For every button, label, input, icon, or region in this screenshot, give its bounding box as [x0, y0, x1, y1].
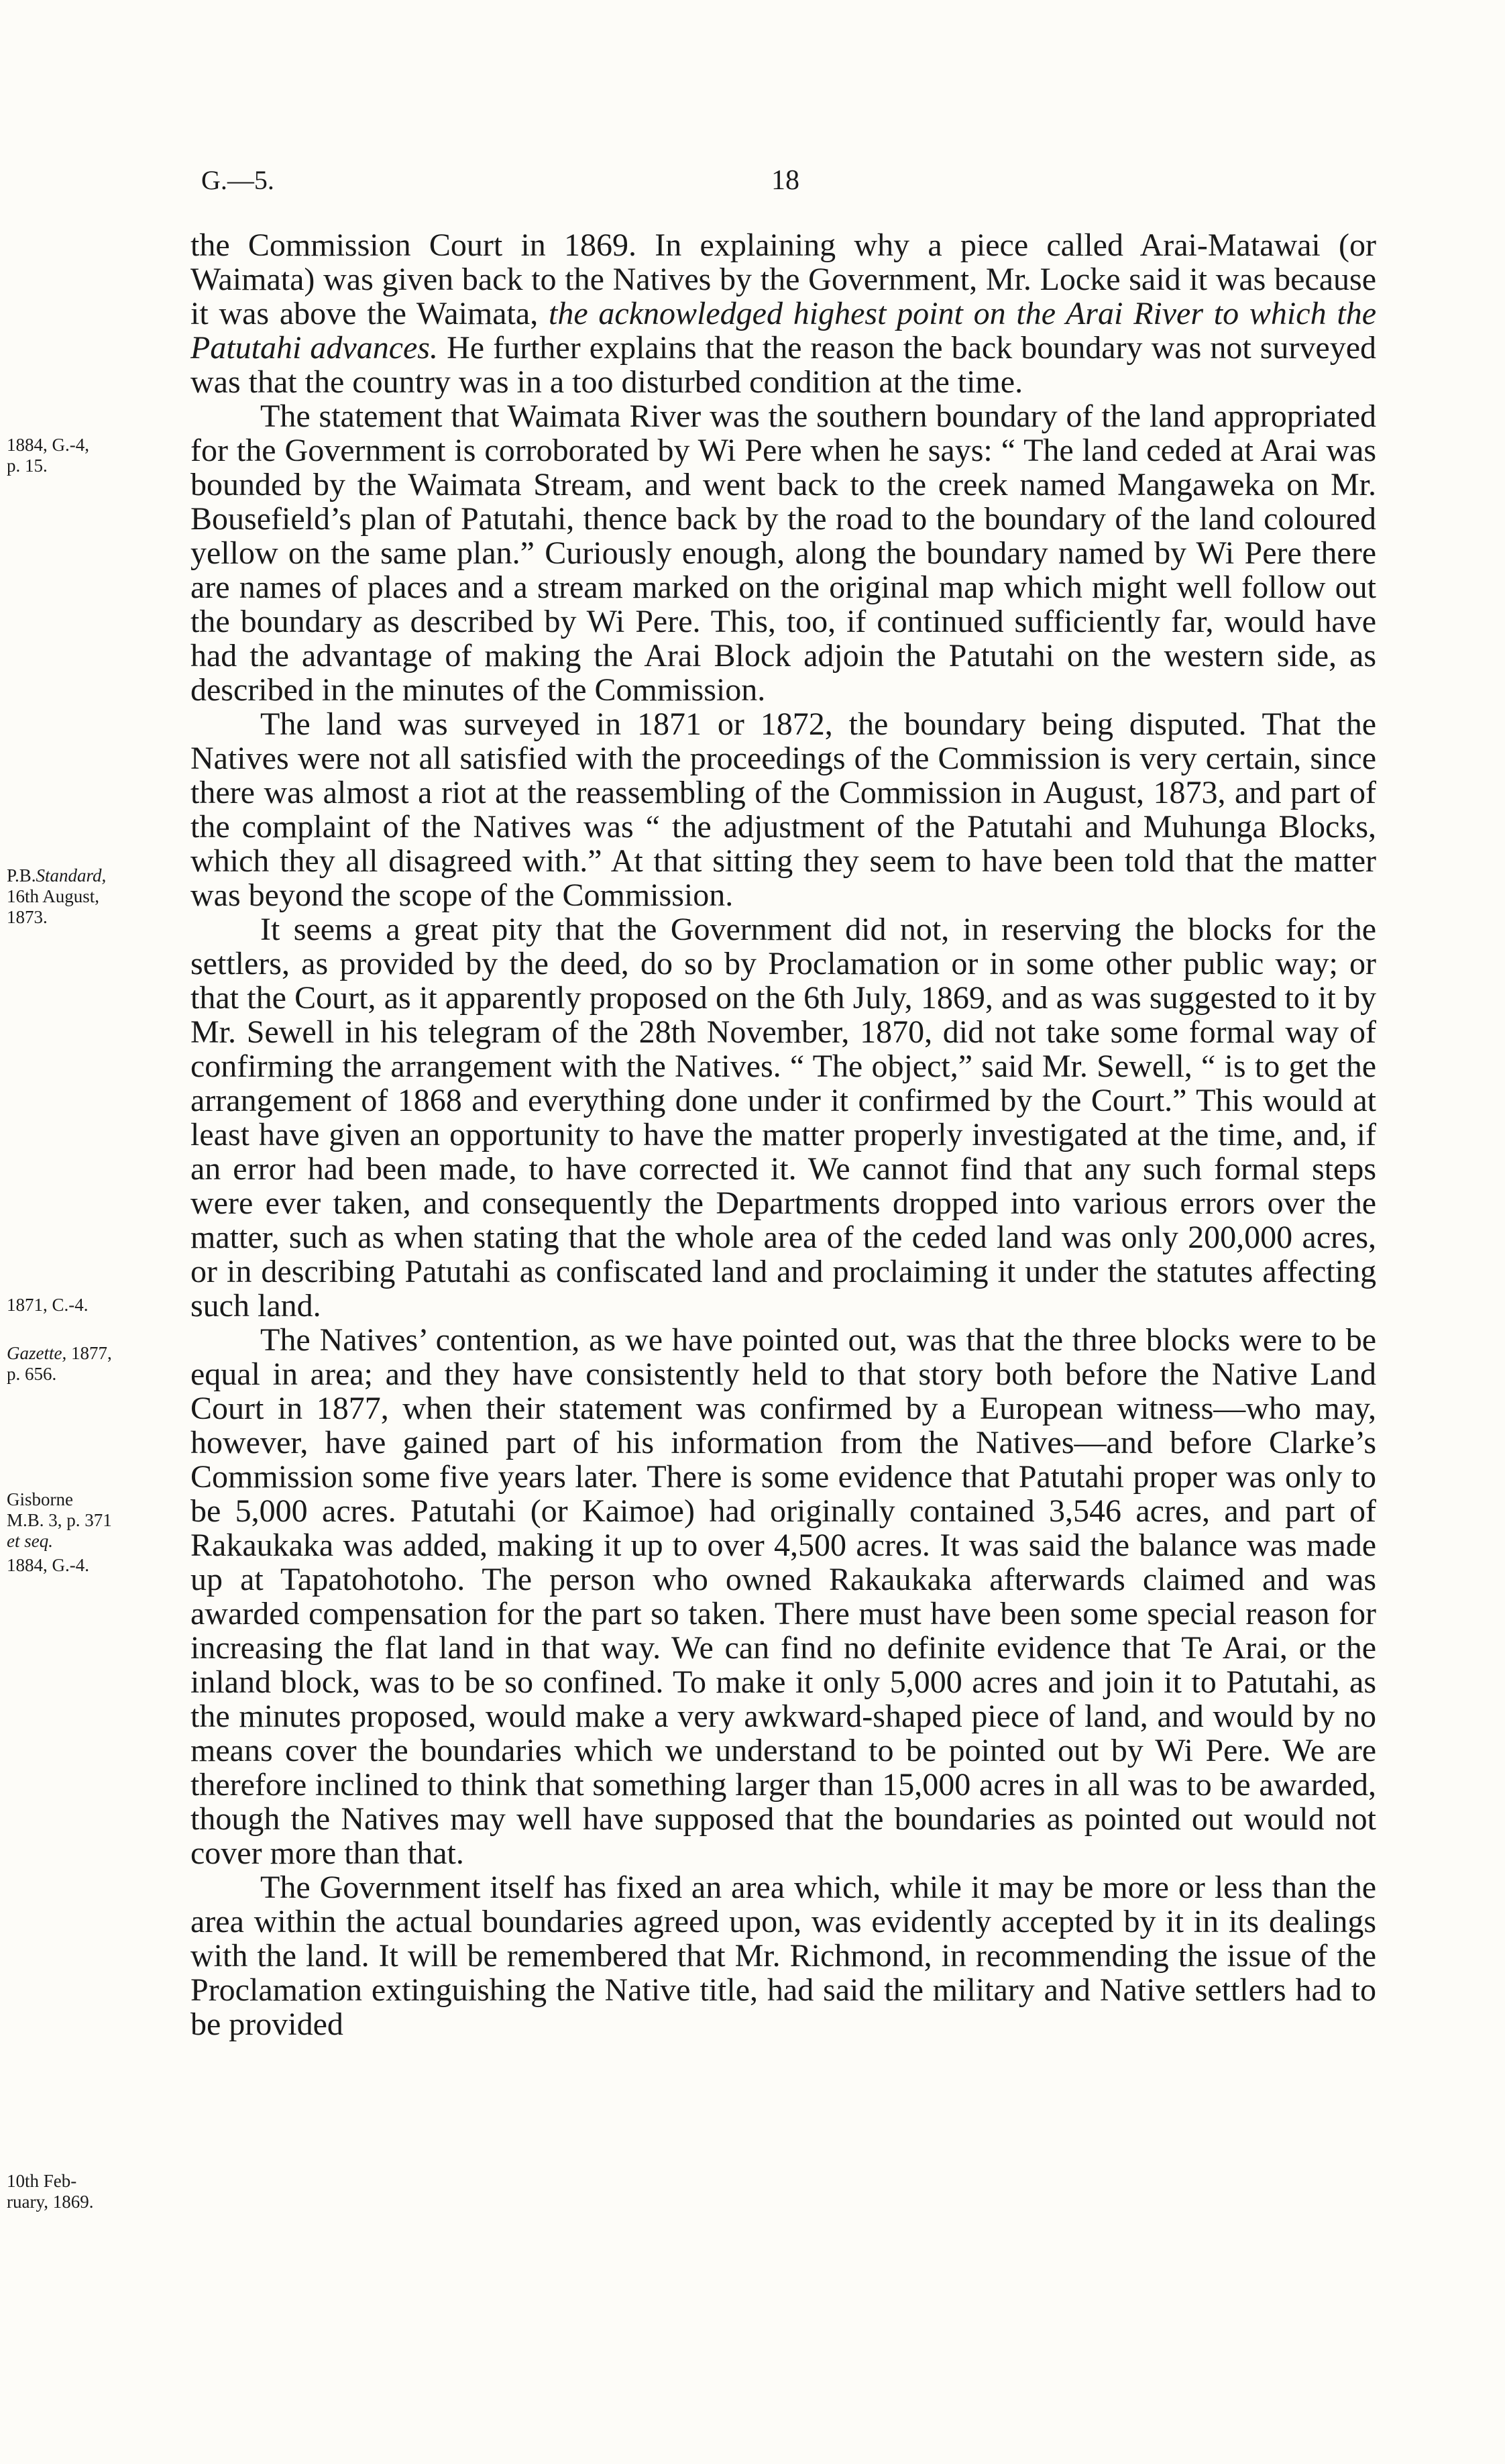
margin-note-line: 1873.	[7, 907, 48, 927]
body-text	[190, 228, 1376, 2041]
margin-note-line: p. 15.	[7, 456, 48, 476]
margin-note-line: 1884, G.-4.	[7, 1555, 89, 1575]
paragraph	[190, 399, 1376, 707]
paragraph	[190, 1323, 1376, 1870]
margin-note	[7, 435, 188, 476]
text-run: He further explains that the reason the back boundary was not surveyed was that the country was in a too disturbed condition at the time.	[190, 330, 1377, 400]
margin-note-line: ruary, 1869.	[7, 2192, 94, 2212]
page-number: 18	[771, 165, 799, 196]
margin-note-line: Standard,	[36, 865, 107, 886]
text-run: The statement that Waimata River was the southern boundary of the land appropriated for the Government is corroborated by Wi Pere when he says: “ The land ceded at Arai was bounded by the Waimata Stream, and went back to the creek named Mangaweka on Mr. Bousefield’s plan of Patutahi, thence back by the road to the boundary of the land coloured yellow on the same plan.” Curiously enough, along the boundary named by Wi Pere there are names of places and a stream marked on the original map which might well follow out the boundary as described by Wi Pere. This, too, if continued sufficiently far, would have had the advantage of making the Arai Block adjoin the Patutahi on the western side, as described in the minutes of the Commission.	[190, 398, 1376, 708]
text-run: The Government itself has fixed an area which, while it may be more or less than the area within the actual boundaries agreed upon, was evidently accepted by it in its dealings with the land. It will be remembered that Mr. Richmond, in recommending the issue of the Proclamation extinguishing the Native title, had said the military and Native settlers had to be provided	[190, 1870, 1376, 2042]
paragraph	[190, 228, 1376, 399]
paragraph	[190, 912, 1376, 1323]
header-ref: G.—5.	[201, 165, 274, 195]
margin-note-line: M.B. 3, p. 371	[7, 1510, 112, 1530]
margin-note	[7, 1489, 188, 1552]
margin-note-line: Gisborne	[7, 1489, 73, 1509]
margin-note-line: P.B.	[7, 865, 36, 886]
margin-note-line: 1871, C.-4.	[7, 1295, 89, 1315]
text-run: The land was surveyed in 1871 or 1872, the boundary being disputed. That the Natives were not all satisfied with the proceedings of the Commission is very certain, since there was almost a riot at the reassembling of the Commission in August, 1873, and part of the complaint of the Natives was “ the adjustment of the Patutahi and Muhunga Blocks, which they all disagreed with.” At that sitting they seem to have been told that the matter was beyond the scope of the Commission.	[190, 706, 1376, 913]
margin-note	[7, 1555, 188, 1576]
margin-note-line: Gazette,	[7, 1343, 67, 1363]
text-run: The Natives’ contention, as we have pointed out, was that the three blocks were to be equal in area; and they have consistently held to that story both before the Native Land Court in 1877, when their statement was confirmed by a European witness—who may, however, have gained part of his information from the Natives—and before Clarke’s Commission some five years later. There is some evidence that Patutahi proper was only to be 5,000 acres. Patutahi (or Kaimoe) had originally contained 3,546 acres, and part of Rakaukaka was added, making it up to over 4,500 acres. It was said the balance was made up at Tapatohotoho. The person who owned Rakaukaka afterwards claimed and was awarded compensation for the part so taken. There must have been some special reason for increasing the flat land in that way. We can find no definite evidence that Te Arai, or the inland block, was to be so confined. To make it only 5,000 acres and join it to Patutahi, as the minutes proposed, would make a very awkward-shaped piece of land, and would by no means cover the boundaries which we understand to be pointed out by Wi Pere. We are therefore inclined to think that something larger than 15,000 acres in all was to be awarded, though the Natives may well have supposed that the boundaries as pointed out would not cover more than that.	[190, 1322, 1376, 1871]
margin-note-line: et seq.	[7, 1531, 53, 1551]
margin-note-line: 10th Feb-	[7, 2171, 77, 2191]
margin-note	[7, 865, 188, 928]
paragraph	[190, 1870, 1376, 2041]
margin-note-line: 1884, G.-4,	[7, 435, 89, 455]
margin-note	[7, 2171, 188, 2212]
text-run: It seems a great pity that the Government did not, in reserving the blocks for the settlers, as provided by the deed, do so by Proclamation or in some other public way; or that the Court, as it apparently proposed on the 6th July, 1869, and as was suggested to it by Mr. Sewell in his telegram of the 28th November, 1870, did not take some formal way of confirming the arrangement with the Natives. “ The object,” said Mr. Sewell, “ is to get the arrangement of 1868 and everything done under it confirmed by the Court.” This would at least have given an opportunity to have the matter properly investigated at the time, and, if an error had been made, to have corrected it. We cannot find that any such formal steps were ever taken, and consequently the Departments dropped into various errors over the matter, such as when stating that the whole area of the ceded land was only 200,000 acres, or in describing Patutahi as confiscated land and proclaiming it under the statutes affecting such land.	[190, 912, 1376, 1324]
margin-note-line: 1877,	[66, 1343, 112, 1363]
paragraph	[190, 707, 1376, 912]
margin-note	[7, 1295, 188, 1316]
italic-text: the acknowledged highest point on the Arai River to which the Patutahi advances.	[190, 296, 1376, 366]
margin-note	[7, 1343, 188, 1385]
margin-note-line: p. 656.	[7, 1364, 57, 1384]
margin-note-line: 16th August,	[7, 886, 100, 906]
text-run: the Commission Court in 1869. In explaining why a piece called Arai-Matawai (or Waimata) was given back to the Natives by the Government, Mr. Locke said it was because it was above the Waimata,	[190, 227, 1376, 331]
